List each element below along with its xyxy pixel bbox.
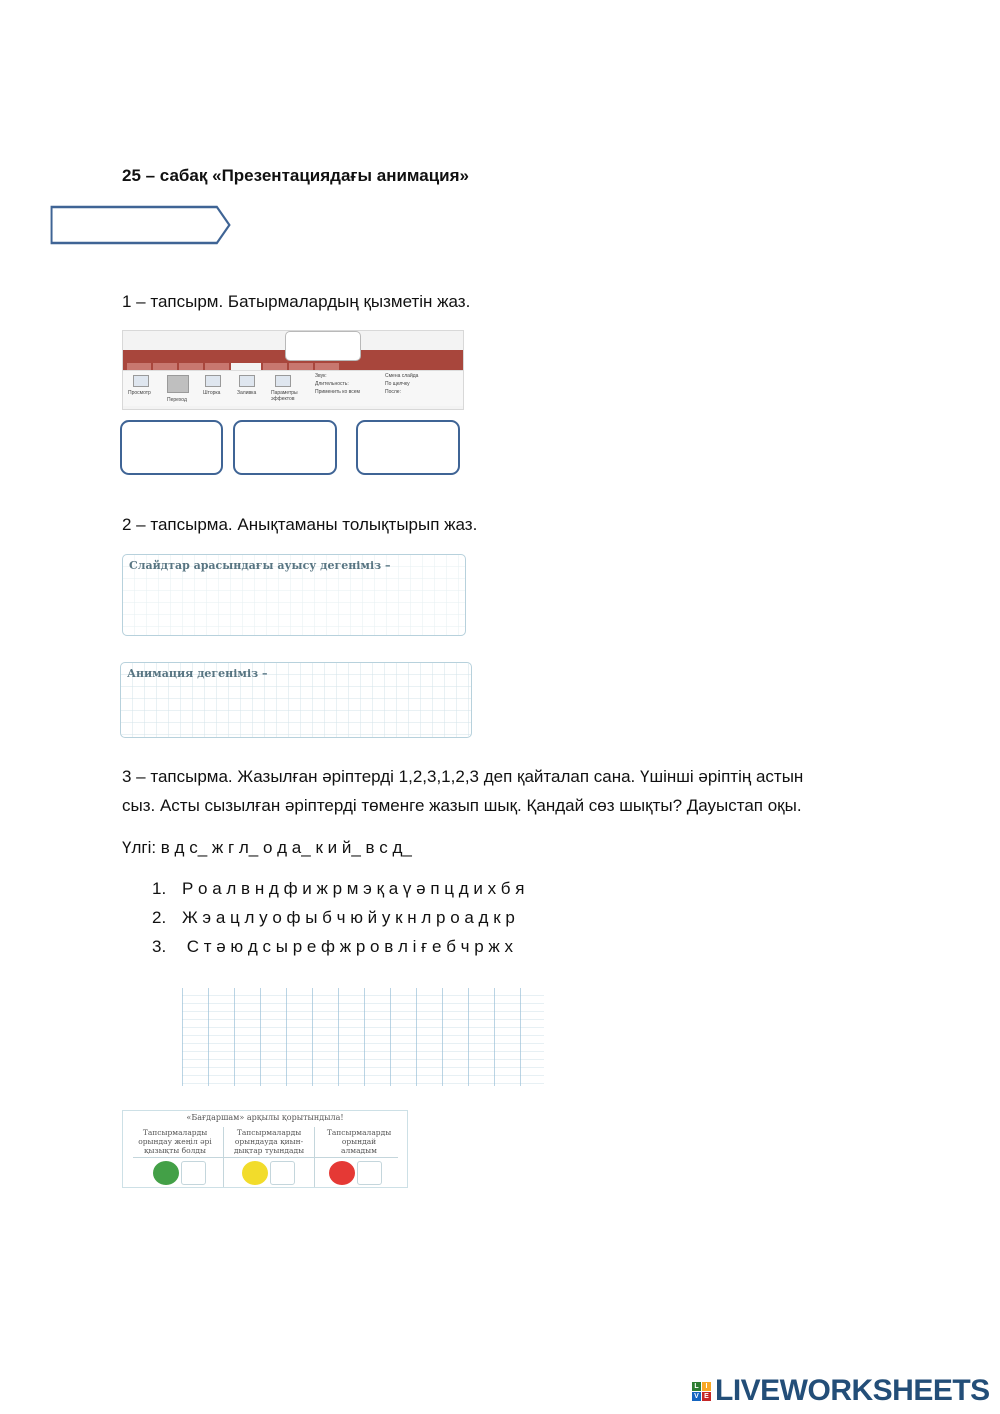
traffic-col-easy-line: орындау жеңіл әрі	[138, 1137, 212, 1146]
traffic-light-assessment	[122, 1110, 408, 1188]
ribbon-label-apply-all: Применить ко всем	[315, 389, 360, 395]
traffic-col-failed-line: Тапсырмаларды	[326, 1128, 392, 1137]
wipe-icon	[205, 375, 221, 387]
traffic-col-easy-line: қызықты болды	[143, 1146, 206, 1155]
traffic-col-difficult	[223, 1128, 315, 1155]
task1-heading: 1 – тапсырм. Батырмалардың қызметін жаз.	[122, 292, 471, 311]
ribbon-label-duration: Длительность:	[315, 381, 349, 387]
definition-label-animation: Анимация дегеніміз –	[127, 667, 268, 680]
ribbon-label-on-click: По щелчку	[385, 381, 410, 387]
preview-icon	[133, 375, 149, 387]
answer-box-2[interactable]	[233, 420, 337, 475]
arrow-answer-field[interactable]	[50, 205, 234, 247]
green-light-icon	[153, 1161, 179, 1185]
ribbon-label-after: После:	[385, 389, 401, 395]
letter-list-item-1	[152, 879, 524, 899]
traffic-col-difficult-line: Тапсырмаларды	[236, 1128, 302, 1137]
ribbon-label-effect-options: Параметры эффектов	[271, 390, 298, 402]
ribbon-label-advance: Смена слайда	[385, 373, 419, 379]
definition-box-animation[interactable]	[120, 662, 472, 738]
answer-box-1[interactable]	[120, 420, 223, 475]
ribbon-label-wipe: Шторка	[203, 390, 221, 396]
traffic-col-difficult-line: орындауда қиын-	[234, 1137, 304, 1146]
traffic-col-failed-line: алмадым	[341, 1146, 377, 1155]
effect-options-icon	[275, 375, 291, 387]
lesson-title: 25 – сабақ «Презентациядағы анимация»	[122, 166, 469, 185]
ribbon-label-sound: Звук:	[315, 373, 327, 379]
definition-box-transition[interactable]	[122, 554, 466, 636]
answer-box-3[interactable]	[356, 420, 460, 475]
letter-list-item-2	[152, 908, 515, 928]
traffic-col-failed-line: орындай	[341, 1137, 377, 1146]
traffic-col-failed	[313, 1128, 405, 1155]
transition-icon	[167, 375, 189, 393]
traffic-col-easy	[129, 1128, 221, 1155]
task3-line-1: 3 – тапсырма. Жазылған әріптерді 1,2,3,1,2,3 деп қайталап сана. Үшінші әріптің астын	[122, 767, 804, 786]
traffic-col-easy-line: Тапсырмаларды	[142, 1128, 208, 1137]
ribbon-label-preview: Просмотр	[128, 390, 151, 396]
green-checkbox[interactable]	[181, 1161, 206, 1185]
letter-sequence: С т ә ю д с ы р е ф ж р о в л і ғ е б ч р ж х	[182, 937, 514, 956]
list-number: 2.	[152, 908, 167, 927]
logo-mark-icon: L I V E	[692, 1382, 711, 1401]
fill-icon	[239, 375, 255, 387]
task2-heading: 2 – тапсырма. Анықтаманы толықтырып жаз.	[122, 515, 478, 534]
red-light-icon	[329, 1161, 355, 1185]
letter-list-item-3	[152, 937, 513, 957]
list-number: 3.	[152, 937, 167, 956]
liveworksheets-logo	[692, 1374, 990, 1408]
yellow-checkbox[interactable]	[270, 1161, 295, 1185]
task3-instructions	[122, 762, 922, 820]
definition-label-transition: Слайдтар арасындағы ауысу дегеніміз –	[129, 559, 391, 572]
letter-sequence: Ж э а ц л у о ф ы б ч ю й у к н л р о а д к р	[182, 908, 515, 927]
task3-line-2: сыз. Асты сызылған әріптерді төменге жазып шық. Қандай сөз шықты? Дауыстап оқы.	[122, 796, 802, 815]
list-number: 1.	[152, 879, 167, 898]
traffic-header: «Бағдаршам» арқылы қорытындыла!	[186, 1113, 344, 1122]
writing-grid-answer-area[interactable]	[182, 988, 544, 1086]
powerpoint-ribbon-image	[122, 330, 464, 410]
letter-sequence: Р о а л в н д ф и ж р м э қ а ү ә п ц д и х б я	[182, 879, 525, 898]
yellow-light-icon	[242, 1161, 268, 1185]
ribbon-label-fill: Заливка	[237, 390, 257, 396]
traffic-col-difficult-line: дықтар туындады	[233, 1146, 305, 1155]
ribbon-callout	[285, 331, 361, 361]
red-checkbox[interactable]	[357, 1161, 382, 1185]
ribbon-label-transition: Переход	[167, 397, 187, 403]
task3-example: Үлгі: в д с_ ж г л_ о д а_ к и й_ в с д_	[122, 838, 412, 857]
logo-text: LIVEWORKSHEETS	[715, 1374, 990, 1407]
